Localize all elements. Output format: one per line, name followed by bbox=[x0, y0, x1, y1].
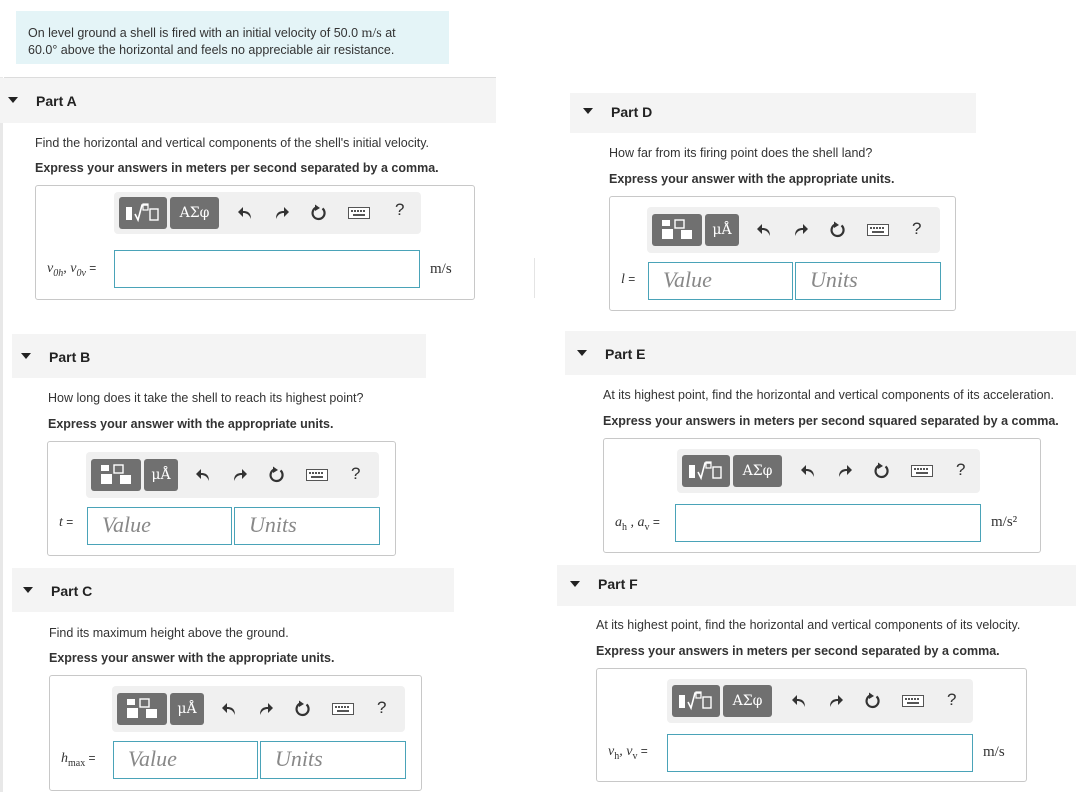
part-e-answer-input[interactable] bbox=[675, 504, 981, 542]
templates-button[interactable] bbox=[91, 459, 141, 491]
part-f-answer-box bbox=[596, 668, 1027, 782]
part-d-title: Part D bbox=[611, 104, 653, 120]
redo-icon[interactable] bbox=[790, 219, 812, 241]
part-c-question: Find its maximum height above the ground. bbox=[49, 626, 289, 640]
templates-button[interactable] bbox=[682, 455, 730, 487]
keyboard-icon[interactable] bbox=[306, 464, 328, 486]
part-a-instruction: Express your answers in meters per second separated by a comma. bbox=[35, 161, 439, 175]
part-b-toolbar bbox=[86, 452, 379, 498]
part-a-variable: $v_{0h}$, $v_{0v}$ = bbox=[47, 261, 97, 279]
reset-icon[interactable] bbox=[292, 698, 314, 720]
keyboard-icon[interactable] bbox=[867, 219, 889, 241]
velocity-unit: m/s bbox=[361, 26, 382, 41]
part-a-question: Find the horizontal and vertical components of the shell's initial velocity. bbox=[35, 136, 430, 150]
help-button[interactable]: ? bbox=[947, 690, 957, 709]
templates-button[interactable] bbox=[117, 693, 167, 725]
part-a-answer-box bbox=[35, 185, 475, 300]
help-button[interactable]: ? bbox=[351, 464, 361, 483]
templates-icon bbox=[659, 218, 695, 242]
part-d-units-input[interactable]: Units bbox=[795, 262, 941, 300]
part-f-variable: $v_h$, $v_v$ = bbox=[608, 744, 648, 762]
problem-statement: On level ground a shell is fired with an initial velocity of 50.0 m/s at 60.0° above the horizontal and feels no appreciable air resistance. bbox=[16, 11, 449, 64]
part-d-toolbar bbox=[647, 207, 940, 253]
part-c-header[interactable] bbox=[12, 568, 454, 612]
templates-icon bbox=[123, 201, 163, 225]
part-c-value-input[interactable]: Value bbox=[113, 741, 258, 779]
undo-icon[interactable] bbox=[192, 464, 214, 486]
part-e-header[interactable] bbox=[565, 331, 1076, 375]
help-button[interactable]: ? bbox=[956, 460, 966, 479]
part-b-variable: t = bbox=[59, 515, 74, 530]
part-d-question: How far from its firing point does the shell land? bbox=[609, 146, 873, 160]
part-a-unit: m/s bbox=[430, 261, 452, 277]
undo-icon[interactable] bbox=[218, 698, 240, 720]
redo-icon[interactable] bbox=[271, 202, 293, 224]
templates-icon bbox=[676, 689, 716, 713]
reset-icon[interactable] bbox=[871, 460, 893, 482]
undo-icon[interactable] bbox=[797, 460, 819, 482]
part-a-title: Part A bbox=[36, 93, 77, 109]
reset-icon[interactable] bbox=[862, 690, 884, 712]
part-c-answer-box bbox=[49, 675, 422, 791]
column-separator bbox=[534, 258, 535, 298]
part-b-answer-box bbox=[47, 441, 396, 556]
units-button[interactable]: μÅ bbox=[144, 459, 178, 491]
part-d-header[interactable] bbox=[570, 93, 976, 133]
part-f-header[interactable] bbox=[557, 565, 1076, 606]
greek-button[interactable]: ΑΣφ bbox=[723, 685, 772, 717]
keyboard-icon[interactable] bbox=[911, 460, 933, 482]
part-d-value-input[interactable]: Value bbox=[648, 262, 793, 300]
templates-icon bbox=[124, 697, 160, 721]
part-c-toolbar bbox=[112, 686, 405, 732]
keyboard-icon[interactable] bbox=[332, 698, 354, 720]
part-e-title: Part E bbox=[605, 346, 646, 362]
part-e-unit: m/s² bbox=[991, 514, 1018, 530]
redo-icon[interactable] bbox=[834, 460, 856, 482]
part-a-answer-input[interactable] bbox=[114, 250, 420, 288]
collapse-triangle-icon[interactable] bbox=[570, 581, 580, 587]
units-button[interactable]: μÅ bbox=[705, 214, 739, 246]
redo-icon[interactable] bbox=[255, 698, 277, 720]
undo-icon[interactable] bbox=[753, 219, 775, 241]
part-b-units-input[interactable]: Units bbox=[234, 507, 380, 545]
part-b-value-input[interactable]: Value bbox=[87, 507, 232, 545]
part-f-toolbar bbox=[667, 679, 973, 723]
part-e-instruction: Express your answers in meters per second squared separated by a comma. bbox=[603, 414, 1059, 428]
part-b-title: Part B bbox=[49, 349, 91, 365]
redo-icon[interactable] bbox=[825, 690, 847, 712]
part-f-question: At its highest point, find the horizontal and vertical components of its velocity. bbox=[596, 618, 1021, 632]
greek-button[interactable]: ΑΣφ bbox=[733, 455, 782, 487]
collapse-triangle-icon[interactable] bbox=[583, 108, 593, 114]
part-d-variable: l = bbox=[621, 272, 636, 287]
part-f-title: Part F bbox=[598, 576, 638, 592]
keyboard-icon[interactable] bbox=[902, 690, 924, 712]
reset-icon[interactable] bbox=[308, 202, 330, 224]
part-b-question: How long does it take the shell to reach its highest point? bbox=[48, 391, 364, 405]
collapse-triangle-icon[interactable] bbox=[577, 350, 587, 356]
templates-icon bbox=[98, 463, 134, 487]
part-b-instruction: Express your answer with the appropriate units. bbox=[48, 417, 334, 431]
collapse-triangle-icon[interactable] bbox=[23, 587, 33, 593]
templates-button[interactable] bbox=[652, 214, 702, 246]
help-button[interactable]: ? bbox=[912, 219, 922, 238]
part-a-toolbar bbox=[114, 192, 421, 234]
part-e-question: At its highest point, find the horizontal and vertical components of its acceleration. bbox=[603, 388, 1054, 402]
part-e-toolbar bbox=[677, 449, 980, 493]
templates-button[interactable] bbox=[672, 685, 720, 717]
collapse-triangle-icon[interactable] bbox=[21, 353, 31, 359]
left-edge-bar bbox=[0, 77, 3, 792]
part-f-instruction: Express your answers in meters per second separated by a comma. bbox=[596, 644, 1000, 658]
templates-button[interactable] bbox=[119, 197, 167, 229]
part-c-instruction: Express your answer with the appropriate units. bbox=[49, 651, 335, 665]
part-c-units-input[interactable]: Units bbox=[260, 741, 406, 779]
part-d-answer-box bbox=[609, 196, 956, 311]
undo-icon[interactable] bbox=[234, 202, 256, 224]
part-a-header[interactable] bbox=[0, 78, 496, 123]
units-button[interactable]: μÅ bbox=[170, 693, 204, 725]
part-f-unit: m/s bbox=[983, 744, 1005, 760]
part-e-variable: $a_h$ , $a_v$ = bbox=[615, 515, 660, 533]
undo-icon[interactable] bbox=[788, 690, 810, 712]
help-button[interactable]: ? bbox=[395, 200, 405, 219]
templates-icon bbox=[686, 459, 726, 483]
reset-icon[interactable] bbox=[266, 464, 288, 486]
part-c-title: Part C bbox=[51, 583, 93, 599]
redo-icon[interactable] bbox=[229, 464, 251, 486]
part-b-header[interactable] bbox=[12, 334, 426, 378]
part-e-answer-box bbox=[603, 438, 1041, 553]
part-c-variable: $h_{max}$ = bbox=[61, 751, 96, 769]
greek-button[interactable]: ΑΣφ bbox=[170, 197, 219, 229]
help-button[interactable]: ? bbox=[377, 698, 387, 717]
reset-icon[interactable] bbox=[827, 219, 849, 241]
part-f-answer-input[interactable] bbox=[667, 734, 973, 772]
collapse-triangle-icon[interactable] bbox=[8, 97, 18, 103]
part-d-instruction: Express your answer with the appropriate units. bbox=[609, 172, 895, 186]
keyboard-icon[interactable] bbox=[348, 202, 370, 224]
